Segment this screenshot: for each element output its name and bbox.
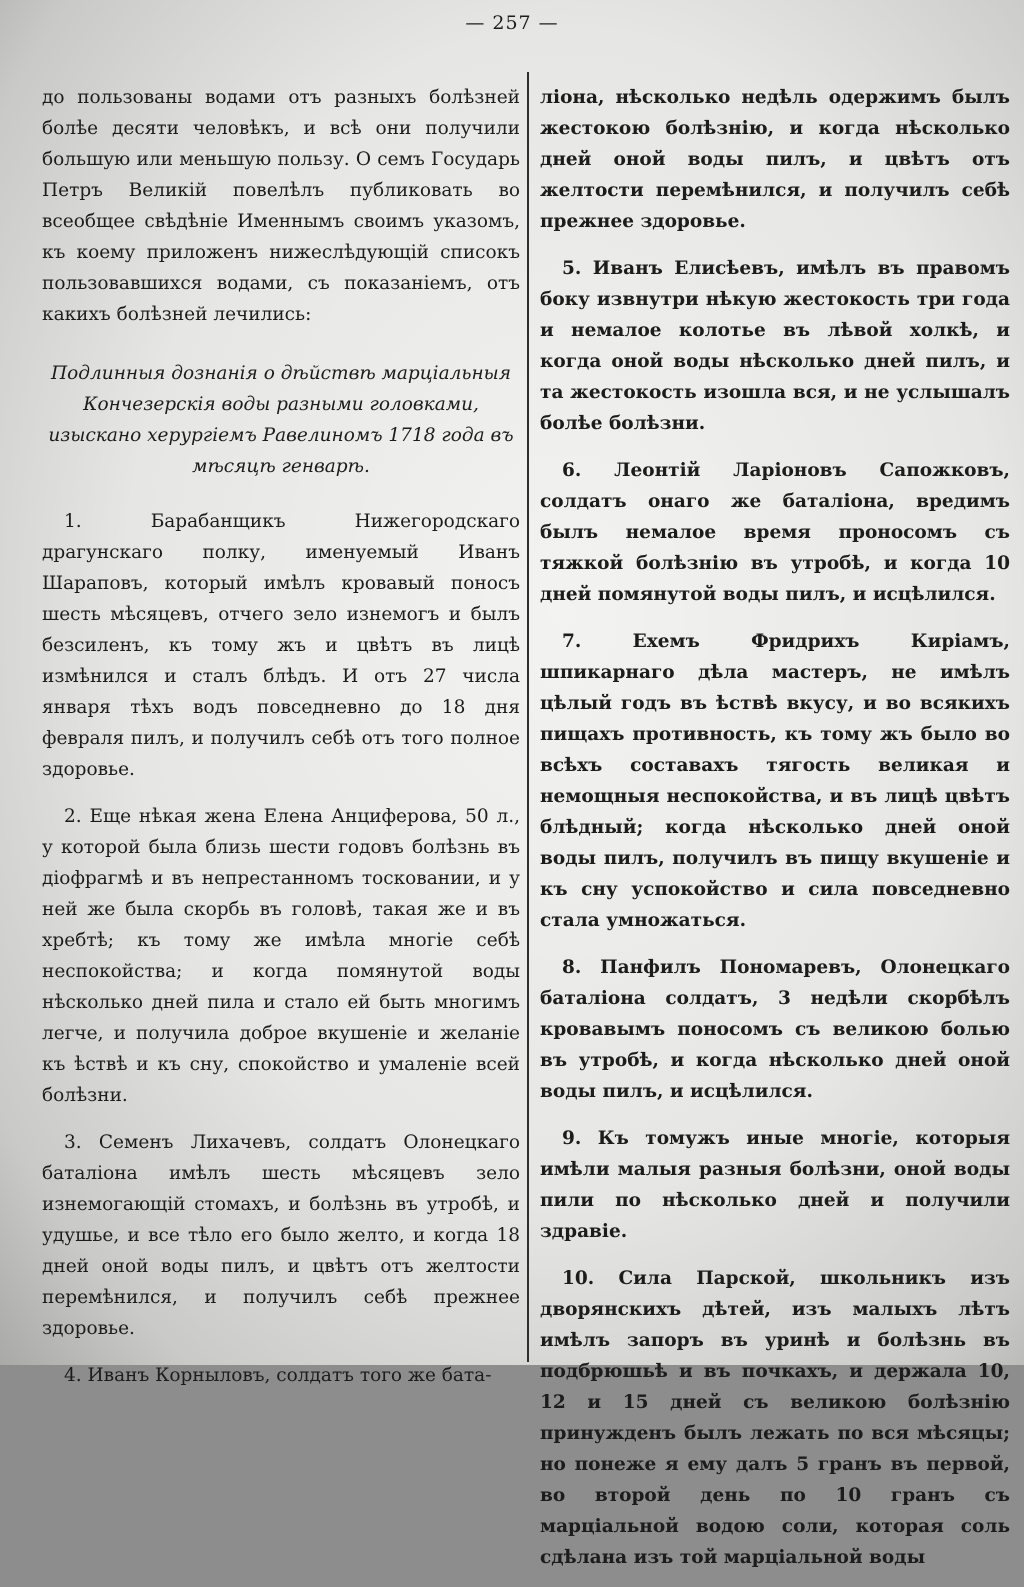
left-column (42, 82, 520, 1405)
list-item: 2. Еще нѣкая жена Елена Анциферова, 50 л., у которой была близь шести годовъ болѣзнь въ діофрагмѣ и въ непрестанномъ тосковании, и у ней же была скорбь въ головѣ, такая же и въ хребтѣ; къ тому же имѣла многіе себѣ неспокойства; и когда помянутой воды нѣсколько дней пила и стало ей быть многимъ легче, и получила доброе вкушеніе и желаніе къ ѣствѣ и къ сну, спокойство и умаленіе всей болѣзни. (42, 806, 520, 1106)
list-item: 7. Ехемъ Фридрихъ Киріамъ, шпикарнаго дѣла мастеръ, не имѣлъ цѣлый годъ въ ѣствѣ вкусу, и во всякихъ пищахъ противность, къ тому жъ было во всѣхъ составахъ тягость великая и немощныя неспокойства, и въ лицѣ цвѣтъ блѣдный; когда нѣсколько дней оной воды пилъ, получилъ въ пищу вкушеніе и къ сну успокойство и сила повседневно стала умножаться. (540, 631, 1010, 931)
list-item: 3. Семенъ Лихачевъ, солдатъ Олонецкаго баталіона имѣлъ шесть мѣсяцевъ зело изнемогающій стомахъ, и болѣзнь въ утробѣ, и удушье, и все тѣло его было желто, и когда 18 дней оной воды пилъ, и цвѣтъ отъ желтости перемѣнился, и получилъ себѣ прежнее здоровье. (42, 1132, 520, 1339)
list-item: 9. Къ томужъ иные многіе, которыя имѣли малыя разныя болѣзни, оной воды пили по нѣсколько дней и получили здравіе. (540, 1128, 1010, 1242)
list-item: 5. Иванъ Елисѣевъ, имѣлъ въ правомъ боку извнутри нѣкую жестокость три года и немалое колотье въ лѣвой холкѣ, и когда оной воды нѣсколько дней пилъ, и та жестокость изошла вся, и не услышалъ болѣе болѣзни. (540, 258, 1010, 434)
intro-paragraph: до пользованы водами отъ разныхъ болѣзней болѣе десяти человѣкъ, и всѣ они получили большую или меньшую пользу. О семъ Государь Петръ Великій повелѣлъ публиковать во всеобщее свѣдѣніе Именнымъ своимъ указомъ, къ коему приложенъ нижеслѣдующій списокъ пользовавшихся водами, съ показаніемъ, отъ какихъ болѣзней лечились: (42, 87, 520, 325)
section-heading: Подлинныя дознанія о дѣйствѣ марціальныя Кончезерскія воды разными головками, изыскано херургіемъ Равелиномъ 1718 года въ мѣсяцѣ генварѣ. (48, 363, 514, 477)
list-item: 8. Панфилъ Пономаревъ, Олонецкаго баталіона солдатъ, 3 недѣли скорбѣлъ кровавымъ поносомъ съ великою болью въ утробѣ, и когда нѣсколько дней оной воды пилъ, и исцѣлился. (540, 957, 1010, 1102)
page-number: — 257 — (465, 12, 559, 34)
list-item: 6. Леонтій Ларіоновъ Сапожковъ, солдатъ онаго же баталіона, вредимъ былъ немалое время проносомъ съ тяжкой болѣзнію въ утробѣ, и когда 10 дней помянутой воды пилъ, и исцѣлился. (540, 460, 1010, 605)
right-column (540, 82, 1010, 1587)
continuation-paragraph: ліона, нѣсколько недѣль одержимъ былъ жестокою болѣзнію, и когда нѣсколько дней оной воды пилъ, и цвѣтъ отъ желтости перемѣнился, и получилъ себѣ прежнее здоровье. (540, 87, 1010, 232)
column-divider (527, 72, 529, 1362)
list-item: 10. Сила Парской, школьникъ изъ дворянскихъ дѣтей, изъ малыхъ лѣтъ имѣлъ запоръ въ уринѣ и болѣзнь въ подбрюшьѣ и въ почкахъ, и держала 10, 12 и 15 дней съ великою болѣзнію принужденъ былъ лежать по вся мѣсяцы; но понеже я ему далъ 5 гранъ въ первой, во второй день по 10 гранъ съ марціальной водою соли, которая соль сдѣлана изъ той марціальной воды (540, 1268, 1010, 1568)
list-item: 1. Барабанщикъ Нижегородскаго драгунскаго полку, именуемый Иванъ Шараповъ, который имѣлъ кровавый поносъ шесть мѣсяцевъ, отчего зело изнемогъ и былъ безсиленъ, къ тому жъ и цвѣтъ въ лицѣ измѣнился и сталъ блѣдъ. И отъ 27 числа января тѣхъ водъ повседневно до 18 дня февраля пилъ, и получилъ себѣ отъ того полное здоровье. (42, 511, 520, 780)
list-item: 4. Иванъ Корныловъ, солдатъ того же бата- (64, 1365, 492, 1386)
